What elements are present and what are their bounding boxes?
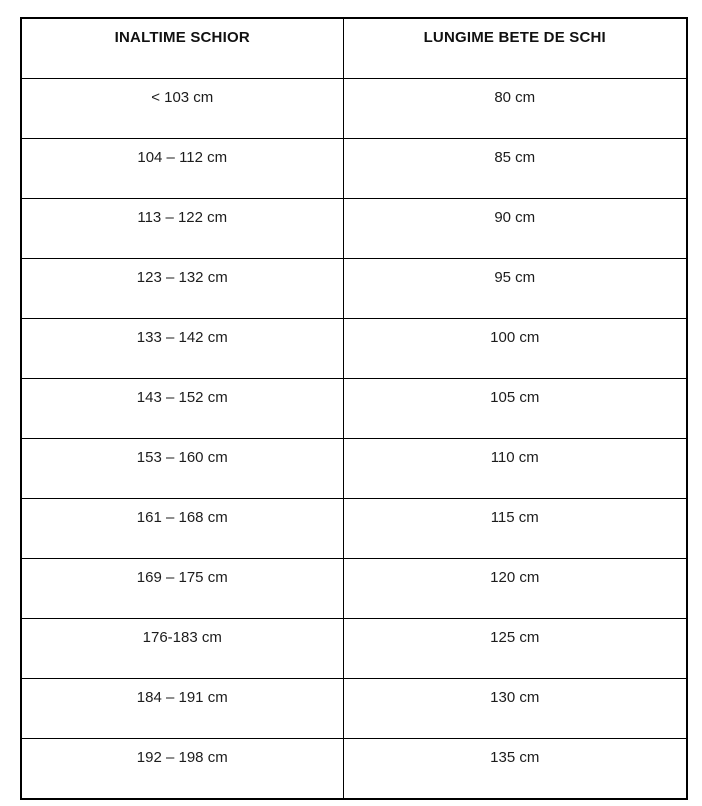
table-body [21, 79, 687, 800]
height-cell: 104 – 112 cm [21, 139, 343, 199]
height-cell: 161 – 168 cm [21, 499, 343, 559]
pole-length-cell: 80 cm [343, 79, 687, 139]
table-row [21, 559, 687, 619]
ski-pole-size-table [20, 17, 688, 800]
height-cell: 133 – 142 cm [21, 319, 343, 379]
height-column-header: INALTIME SCHIOR [21, 18, 343, 79]
table-row [21, 679, 687, 739]
table-row [21, 139, 687, 199]
pole-length-cell: 100 cm [343, 319, 687, 379]
pole-length-cell: 85 cm [343, 139, 687, 199]
pole-length-cell: 90 cm [343, 199, 687, 259]
header-row [21, 18, 687, 79]
table-row [21, 199, 687, 259]
pole-length-cell: 115 cm [343, 499, 687, 559]
table-header [21, 18, 687, 79]
table-row [21, 259, 687, 319]
pole-length-column-header: LUNGIME BETE DE SCHI [343, 18, 687, 79]
pole-length-cell: 110 cm [343, 439, 687, 499]
table-row [21, 319, 687, 379]
height-cell: 143 – 152 cm [21, 379, 343, 439]
height-cell: 169 – 175 cm [21, 559, 343, 619]
table-row [21, 379, 687, 439]
table-row [21, 439, 687, 499]
height-cell: 153 – 160 cm [21, 439, 343, 499]
height-cell: 184 – 191 cm [21, 679, 343, 739]
pole-length-cell: 130 cm [343, 679, 687, 739]
table-row [21, 79, 687, 139]
table-row [21, 499, 687, 559]
pole-length-cell: 125 cm [343, 619, 687, 679]
pole-length-cell: 105 cm [343, 379, 687, 439]
height-cell: 176-183 cm [21, 619, 343, 679]
height-cell: < 103 cm [21, 79, 343, 139]
pole-length-cell: 120 cm [343, 559, 687, 619]
pole-length-cell: 135 cm [343, 739, 687, 800]
height-cell: 123 – 132 cm [21, 259, 343, 319]
table-row [21, 739, 687, 800]
height-cell: 113 – 122 cm [21, 199, 343, 259]
pole-length-cell: 95 cm [343, 259, 687, 319]
table-row [21, 619, 687, 679]
height-cell: 192 – 198 cm [21, 739, 343, 800]
